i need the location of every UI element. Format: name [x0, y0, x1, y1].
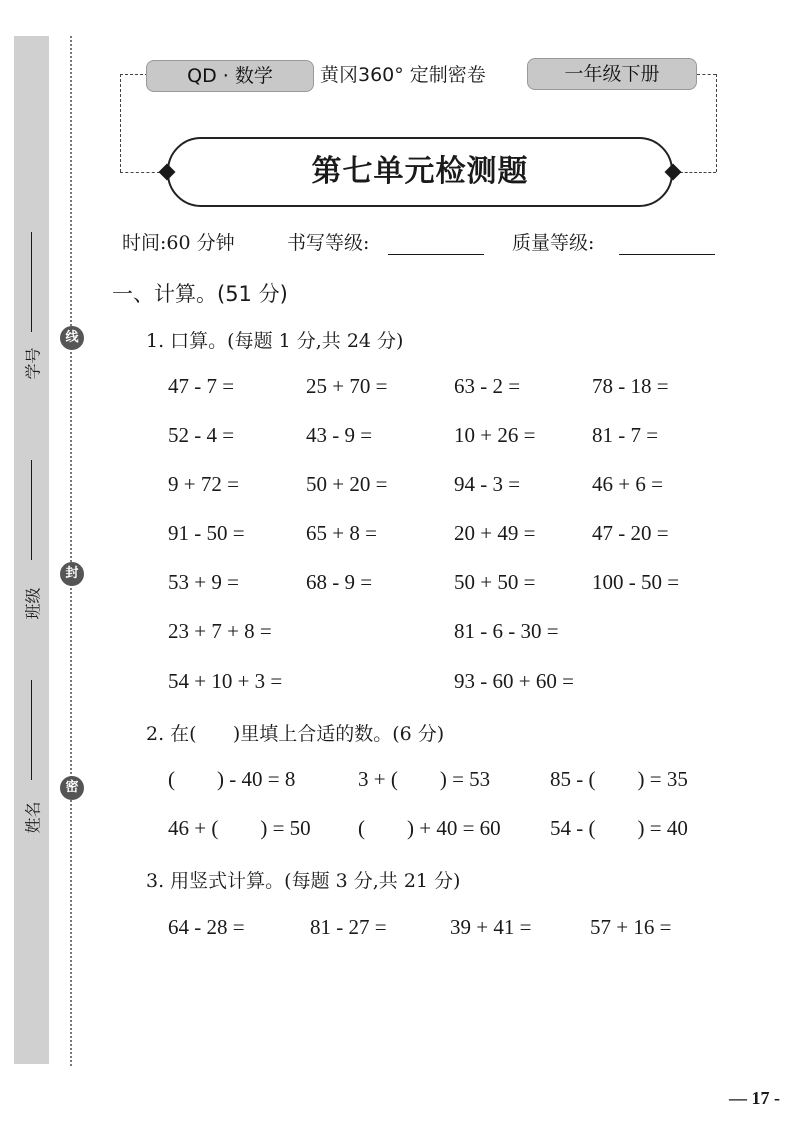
student-id-label: 学号	[23, 347, 43, 380]
header-dash-right-b	[680, 172, 716, 173]
header-dash-left-v	[120, 74, 121, 172]
series-title: 黄冈360° 定制密卷	[320, 64, 486, 86]
problem: 100 - 50 =	[592, 570, 680, 594]
question-2-label: 2. 在( )里填上合适的数。(6 分)	[146, 723, 445, 745]
problem: 94 - 3 =	[454, 472, 521, 496]
page-number: — 17 -	[729, 1088, 780, 1108]
writing-grade-blank[interactable]	[388, 254, 484, 255]
problem: 47 - 7 =	[168, 374, 235, 398]
problem: 47 - 20 =	[592, 521, 669, 545]
header-dash-right	[697, 74, 716, 75]
name-line	[31, 680, 32, 780]
problem: 50 + 50 =	[454, 570, 536, 594]
header-dash-right-v	[716, 74, 717, 172]
problem: 53 + 9 =	[168, 570, 239, 594]
problem: 50 + 20 =	[306, 472, 388, 496]
problem: 65 + 8 =	[306, 521, 377, 545]
fill-blank-problem: 3 + ( ) = 53	[358, 767, 491, 791]
fill-blank-problem: 54 - ( ) = 40	[550, 816, 688, 840]
header-dash-left-b	[120, 172, 160, 173]
fill-blank-problem: ( ) + 40 = 60	[358, 816, 501, 840]
subject-pill: QD · 数学	[146, 60, 314, 92]
page-title: 第七单元检测题	[311, 154, 529, 189]
fill-blank-problem: 85 - ( ) = 35	[550, 767, 688, 791]
header-dash-left	[120, 74, 148, 75]
problem: 63 - 2 =	[454, 374, 521, 398]
problem: 9 + 72 =	[168, 472, 239, 496]
seal-seal-mark: 封	[60, 562, 84, 586]
problem: 23 + 7 + 8 =	[168, 619, 272, 643]
vertical-calc-problem: 81 - 27 =	[310, 915, 387, 939]
grade-pill: 一年级下册	[527, 58, 697, 90]
problem: 54 + 10 + 3 =	[168, 669, 283, 693]
problem: 25 + 70 =	[306, 374, 388, 398]
problem: 52 - 4 =	[168, 423, 235, 447]
section-heading: 一、计算。(51 分)	[112, 282, 288, 306]
problem: 78 - 18 =	[592, 374, 669, 398]
problem: 93 - 60 + 60 =	[454, 669, 574, 693]
class-line	[31, 460, 32, 560]
question-1-label: 1. 口算。(每题 1 分,共 24 分)	[146, 330, 404, 352]
fill-blank-problem: ( ) - 40 = 8	[168, 767, 296, 791]
quality-grade-label: 质量等级:	[512, 232, 595, 254]
fill-blank-problem: 46 + ( ) = 50	[168, 816, 311, 840]
problem: 81 - 6 - 30 =	[454, 619, 559, 643]
class-label: 班级	[23, 587, 43, 620]
writing-grade-label: 书写等级:	[287, 232, 370, 254]
problem: 20 + 49 =	[454, 521, 536, 545]
quality-grade-blank[interactable]	[619, 254, 715, 255]
problem: 91 - 50 =	[168, 521, 245, 545]
problem: 81 - 7 =	[592, 423, 659, 447]
problem: 46 + 6 =	[592, 472, 663, 496]
problem: 43 - 9 =	[306, 423, 373, 447]
problem: 10 + 26 =	[454, 423, 536, 447]
time-label: 时间:60 分钟	[122, 232, 235, 254]
cut-line	[70, 36, 72, 1066]
problem: 68 - 9 =	[306, 570, 373, 594]
question-3-label: 3. 用竖式计算。(每题 3 分,共 21 分)	[146, 870, 461, 892]
seal-line-mark: 线	[60, 326, 84, 350]
student-id-line	[31, 232, 32, 332]
vertical-calc-problem: 64 - 28 =	[168, 915, 245, 939]
vertical-calc-problem: 39 + 41 =	[450, 915, 532, 939]
name-label: 姓名	[23, 801, 43, 834]
seal-dense-mark: 密	[60, 776, 84, 800]
vertical-calc-problem: 57 + 16 =	[590, 915, 672, 939]
